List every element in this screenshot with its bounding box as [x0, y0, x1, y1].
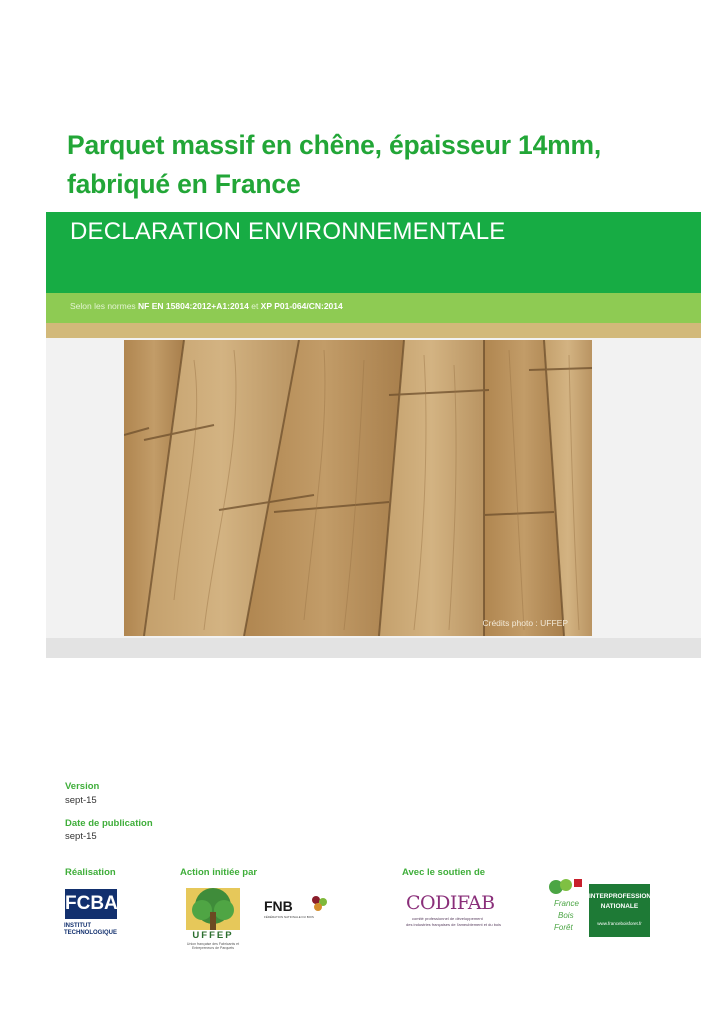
publication-label: Date de publication	[65, 818, 153, 829]
codifab-logo-sub2: des industries françaises de l'ameublement et du bois	[406, 922, 502, 927]
fbf-text-foret: Forêt	[554, 923, 573, 932]
document-subtitle: DECLARATION ENVIRONNEMENTALE	[70, 218, 506, 245]
fbf-url: www.franceboisforet.fr	[597, 921, 642, 926]
fbf-interprofession-box	[589, 884, 650, 937]
standards-joiner: et	[248, 301, 261, 311]
action-label: Action initiée par	[180, 867, 258, 878]
fbf-text-france: France	[554, 899, 579, 908]
uffep-logo	[180, 884, 246, 952]
fcba-logo-sub1: INSTITUT	[64, 923, 91, 929]
standards-text	[70, 301, 343, 311]
uffep-tree-icon	[180, 884, 246, 932]
fnb-logo-text: FNB	[264, 898, 293, 914]
header-band	[46, 212, 701, 293]
standard-nf-en: NF EN 15804:2012+A1:2014	[138, 301, 249, 311]
fnb-logo-sub: FÉDÉRATION NATIONALE DU BOIS	[264, 915, 314, 919]
wood-floor-image	[124, 340, 592, 636]
fbf-box-line1: INTERPROFESSION	[589, 893, 652, 900]
fbf-text-bois: Bois	[558, 911, 574, 920]
uffep-logo-sub: Union française des Fabricants et Entrepreneurs de Parquets	[186, 942, 240, 950]
codifab-logo-text: CODIFAB	[406, 892, 495, 914]
title-line-2: fabriqué en France	[67, 169, 301, 199]
tan-band	[46, 323, 701, 338]
france-bois-foret-logo	[542, 877, 652, 941]
fcba-logo-text: FCBA	[65, 893, 118, 914]
codifab-logo	[404, 892, 540, 932]
photo-panel-footer	[46, 638, 701, 658]
support-label: Avec le soutien de	[402, 867, 486, 878]
fbf-box-line2: NATIONALE	[600, 903, 639, 910]
codifab-logo-sub1: comité professionnel de développement	[412, 916, 483, 921]
version-label: Version	[65, 781, 100, 792]
fcba-logo	[65, 889, 125, 945]
standards-prefix: Selon les normes	[70, 301, 139, 311]
title-line-1: Parquet massif en chêne, épaisseur 14mm,	[67, 130, 602, 160]
document-title	[67, 126, 687, 204]
publication-value: sept-15	[65, 831, 97, 842]
realisation-label: Réalisation	[65, 867, 116, 878]
version-value: sept-15	[65, 795, 97, 806]
fcba-logo-sub2: TECHNOLOGIQUE	[64, 930, 118, 936]
uffep-logo-text: UFFEP	[192, 930, 234, 941]
fnb-logo	[262, 892, 332, 922]
photo-credit: Crédits photo : UFFEP	[482, 618, 568, 628]
standard-xp: XP P01-064/CN:2014	[260, 301, 343, 311]
parquet-photo	[124, 340, 592, 636]
standards-band	[46, 293, 701, 323]
